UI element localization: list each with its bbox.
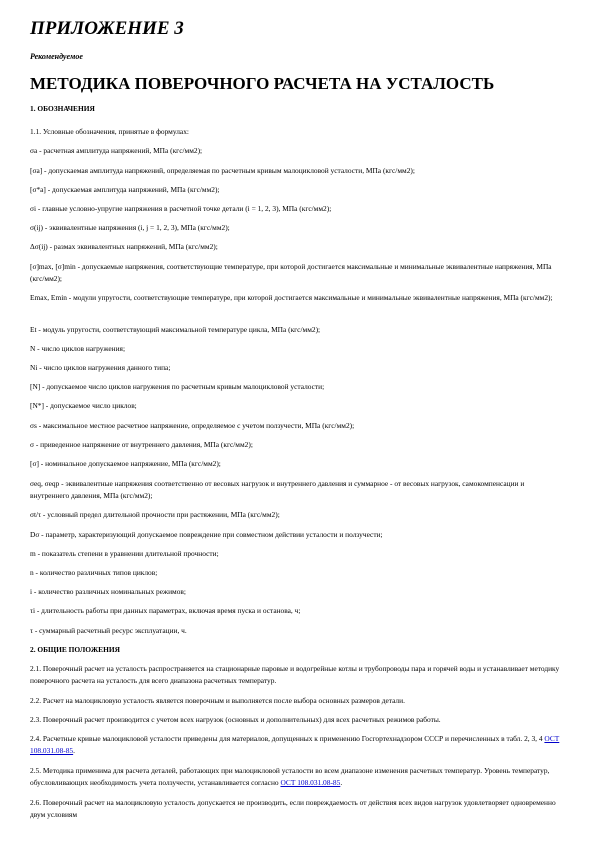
symbol-item: Ni - число циклов нагружения данного типа;: [30, 363, 171, 372]
paragraph-end: .: [73, 745, 75, 755]
symbol-item: σi - главные условно-упругие напряжения в расчетной точке детали (i = 1, 2, 3), МПа (кгс/мм2);: [30, 204, 332, 213]
section2-paragraph: 2.6. Поверочный расчет на малоцикловую усталость допускается не производить, если повреждаемость от действия всех видов нагрузок удовлетворяет одновременно двум условиям: [30, 798, 556, 819]
status-label: Рекомендуемое: [30, 52, 83, 61]
symbol-item: σs - максимальное местное расчетное напряжение, определяемое с учетом ползучести, МПа (кгс/мм2);: [30, 421, 355, 430]
section1-intro: 1.1. Условные обозначения, принятые в формулах:: [30, 127, 189, 136]
section2-paragraph: 2.2. Расчет на малоцикловую усталость является поверочным и выполняется после выбора основных размеров детали.: [30, 696, 405, 705]
symbol-item: σt/τ - условный предел длительной прочности при растяжении, МПа (кгс/мм2);: [30, 510, 280, 519]
symbol-item: τi - длительность работы при данных параметрах, включая время пуска и останова, ч;: [30, 606, 301, 615]
symbol-item: [N] - допускаемое число циклов нагружения по расчетным кривым малоцикловой усталости;: [30, 382, 325, 391]
document-title: МЕТОДИКА ПОВЕРОЧНОГО РАСЧЕТА НА УСТАЛОСТЬ: [30, 74, 495, 93]
section2-paragraph: 2.1. Поверочный расчет на усталость распространяется на стационарные паровые и водогрейные котлы и трубопроводы пара и горячей воды и устанавливает методику поверочного расчета на усталость для всего диапазона расчетных температур.: [30, 664, 560, 685]
section2-heading: 2. ОБЩИЕ ПОЛОЖЕНИЯ: [30, 645, 120, 654]
symbol-item: σa - расчетная амплитуда напряжений, МПа (кгс/мм2);: [30, 146, 203, 155]
paragraph-text: 2.5. Методика применима для расчета деталей, работающих при малоцикловой усталости во всем диапазоне изменения расчетных температур. Уровень температур, обусловливающих необходимость учета ползучести, устанавливается согласно: [30, 766, 550, 787]
symbol-item: σ(ij) - эквивалентные напряжения (i, j = 1, 2, 3), МПа (кгс/мм2);: [30, 223, 230, 232]
symbol-item: N - число циклов нагружения;: [30, 344, 126, 353]
symbol-item: m - показатель степени в уравнении длительной прочности;: [30, 549, 219, 558]
symbol-item: Δσ(ij) - размах эквивалентных напряжений, МПа (кгс/мм2);: [30, 242, 218, 251]
paragraph-text: 2.4. Расчетные кривые малоцикловой усталости приведены для материалов, допущенных к применению Госгортехнадзором СССР и перечисленных в табл. 2, 3, 4: [30, 734, 545, 743]
symbol-item: Et - модуль упругости, соответствующий максимальной температуре цикла, МПа (кгс/мм2);: [30, 325, 321, 334]
paragraph-end: .: [340, 777, 343, 787]
symbol-item: σ - приведенное напряжение от внутреннего давления, МПа (кгс/мм2);: [30, 440, 253, 449]
symbol-item: [σ]max, [σ]min - допускаемые напряжения, соответствующие температуре, при которой достигается максимальные и минимальные эквивалентные напряжения, МПа (кгс/мм2);: [30, 262, 552, 283]
symbol-item: i - количество различных номинальных режимов;: [30, 587, 186, 596]
ost-link[interactable]: ОСТ 108.031.08-85: [30, 734, 560, 755]
symbol-item: τ - суммарный расчетный ресурс эксплуатации, ч.: [30, 626, 187, 635]
appendix-heading: ПРИЛОЖЕНИЕ 3: [30, 18, 184, 39]
symbol-item: [σa] - допускаемая амплитуда напряжений, определяемая по расчетным кривым малоцикловой усталости, МПа (кгс/мм2);: [30, 166, 415, 175]
symbol-item: σeq, σeqp - эквивалентные напряжения соответственно от весовых нагрузок и внутреннего давления и суммарное - от весовых нагрузок, самокомпенсации и внутреннего давления, МПа (кгс/мм2);: [30, 479, 525, 500]
symbol-item: [σ] - номинальное допускаемое напряжение, МПа (кгс/мм2);: [30, 459, 221, 468]
symbol-item: Dσ - параметр, характеризующий допускаемое повреждение при совместном действии усталости и ползучести;: [30, 530, 383, 539]
symbol-item: Emax, Emin - модули упругости, соответствующие температуре, при которой достигается максимальные и минимальные эквивалентные напряжения, МПа (кгс/мм2);: [30, 293, 553, 302]
symbol-item: [N*] - допускаемое число циклов;: [30, 401, 137, 410]
section2-paragraph: 2.3. Поверочный расчет производится с учетом всех нагрузок (основных и дополнительных) для всех расчетных режимов работы.: [30, 715, 441, 724]
ost-link[interactable]: ОСТ 108.031.08-85: [280, 777, 341, 787]
section2-paragraph: [30, 733, 563, 756]
section1-heading: 1. ОБОЗНАЧЕНИЯ: [30, 104, 95, 113]
section2-paragraph: [30, 765, 563, 788]
symbol-item: [σ*a] - допускаемая амплитуда напряжений, МПа (кгс/мм2);: [30, 185, 220, 194]
symbol-item: n - количество различных типов циклов;: [30, 568, 158, 577]
